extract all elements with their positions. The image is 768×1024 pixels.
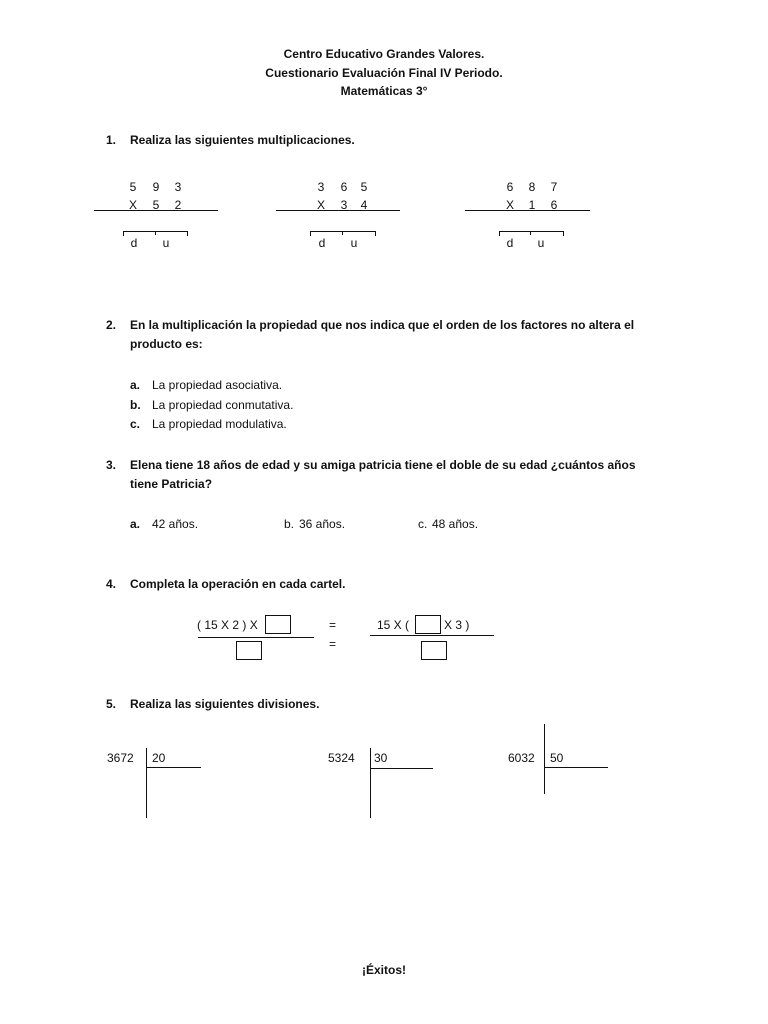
q2-text-line2: producto es: (130, 337, 203, 351)
equals-sign: = (329, 637, 337, 651)
tens-label: d (130, 236, 138, 250)
operator-sign: X (128, 198, 137, 212)
q2-option-c-text: La propiedad modulativa. (152, 417, 287, 431)
q3-option-c-letter: c. (418, 517, 428, 531)
divisor-line (544, 767, 608, 768)
top-digit: 5 (129, 180, 137, 194)
left-expression: ( 15 X 2 ) X (197, 618, 258, 632)
answer-box[interactable] (415, 615, 441, 634)
q3-option-b-text: 36 años. (299, 517, 346, 531)
division-bar (370, 748, 371, 818)
q3-option-b-letter: b. (284, 517, 295, 531)
q4-number: 4. (106, 577, 117, 591)
divisor: 20 (152, 751, 166, 765)
result-line (94, 210, 218, 211)
divisor: 50 (550, 751, 564, 765)
school-name: Centro Educativo Grandes Valores. (283, 47, 485, 61)
q2-number: 2. (106, 318, 117, 332)
q1-text: Realiza las siguientes multiplicaciones. (130, 133, 355, 147)
top-digit: 3 (317, 180, 325, 194)
dividend: 6032 (508, 751, 535, 765)
q2-text-line1: En la multiplicación la propiedad que nos indica que el orden de los factores no altera el (130, 318, 635, 332)
q2-option-b-text: La propiedad conmutativa. (152, 398, 294, 412)
q2-option-a-letter: a. (130, 378, 141, 392)
tens-label: d (506, 236, 514, 250)
bottom-digit: 1 (528, 198, 536, 212)
answer-box[interactable] (236, 641, 262, 660)
result-line (465, 210, 590, 211)
q2-option-b-letter: b. (130, 398, 141, 412)
place-value-tick (342, 231, 343, 235)
q2-option-c-letter: c. (130, 417, 141, 431)
q5-text: Realiza las siguientes divisiones. (130, 697, 320, 711)
top-digit: 5 (360, 180, 368, 194)
division-bar (146, 748, 147, 818)
tens-label: d (318, 236, 326, 250)
q3-text-line1: Elena tiene 18 años de edad y su amiga patricia tiene el doble de su edad ¿cuántos años (130, 458, 636, 472)
q3-option-a-letter: a. (130, 517, 141, 531)
top-digit: 6 (340, 180, 348, 194)
sign-line (198, 637, 314, 638)
q2-option-a-text: La propiedad asociativa. (152, 378, 283, 392)
answer-box[interactable] (421, 641, 447, 660)
q3-number: 3. (106, 458, 117, 472)
units-label: u (350, 236, 358, 250)
place-value-tick (530, 231, 531, 235)
dividend: 5324 (328, 751, 355, 765)
subject-title: Matemáticas 3° (340, 84, 428, 98)
divisor: 30 (374, 751, 388, 765)
dividend: 3672 (107, 751, 134, 765)
q5-number: 5. (106, 697, 117, 711)
operator-sign: X (316, 198, 325, 212)
equals-sign: = (329, 618, 337, 632)
top-digit: 3 (174, 180, 182, 194)
q3-text-line2: tiene Patricia? (130, 477, 213, 491)
q3-option-c-text: 48 años. (432, 517, 479, 531)
bottom-digit: 5 (152, 198, 160, 212)
right-expression-start: 15 X ( (377, 618, 410, 632)
bottom-digit: 3 (340, 198, 348, 212)
answer-box[interactable] (265, 615, 291, 634)
sign-line (370, 635, 494, 636)
operator-sign: X (505, 198, 514, 212)
right-expression-end: X 3 ) (444, 618, 470, 632)
q1-number: 1. (106, 133, 117, 147)
top-digit: 9 (152, 180, 160, 194)
bottom-digit: 4 (360, 198, 368, 212)
units-label: u (162, 236, 170, 250)
division-bar (544, 724, 545, 794)
divisor-line (370, 768, 433, 769)
closing-message: ¡Éxitos! (361, 963, 406, 977)
exam-title: Cuestionario Evaluación Final IV Periodo. (265, 66, 503, 80)
bottom-digit: 2 (174, 198, 182, 212)
q3-option-a-text: 42 años. (152, 517, 199, 531)
top-digit: 8 (528, 180, 536, 194)
q4-text: Completa la operación en cada cartel. (130, 577, 346, 591)
top-digit: 6 (506, 180, 514, 194)
place-value-tick (155, 231, 156, 235)
divisor-line (146, 767, 201, 768)
units-label: u (537, 236, 545, 250)
bottom-digit: 6 (550, 198, 558, 212)
result-line (276, 210, 400, 211)
top-digit: 7 (550, 180, 558, 194)
